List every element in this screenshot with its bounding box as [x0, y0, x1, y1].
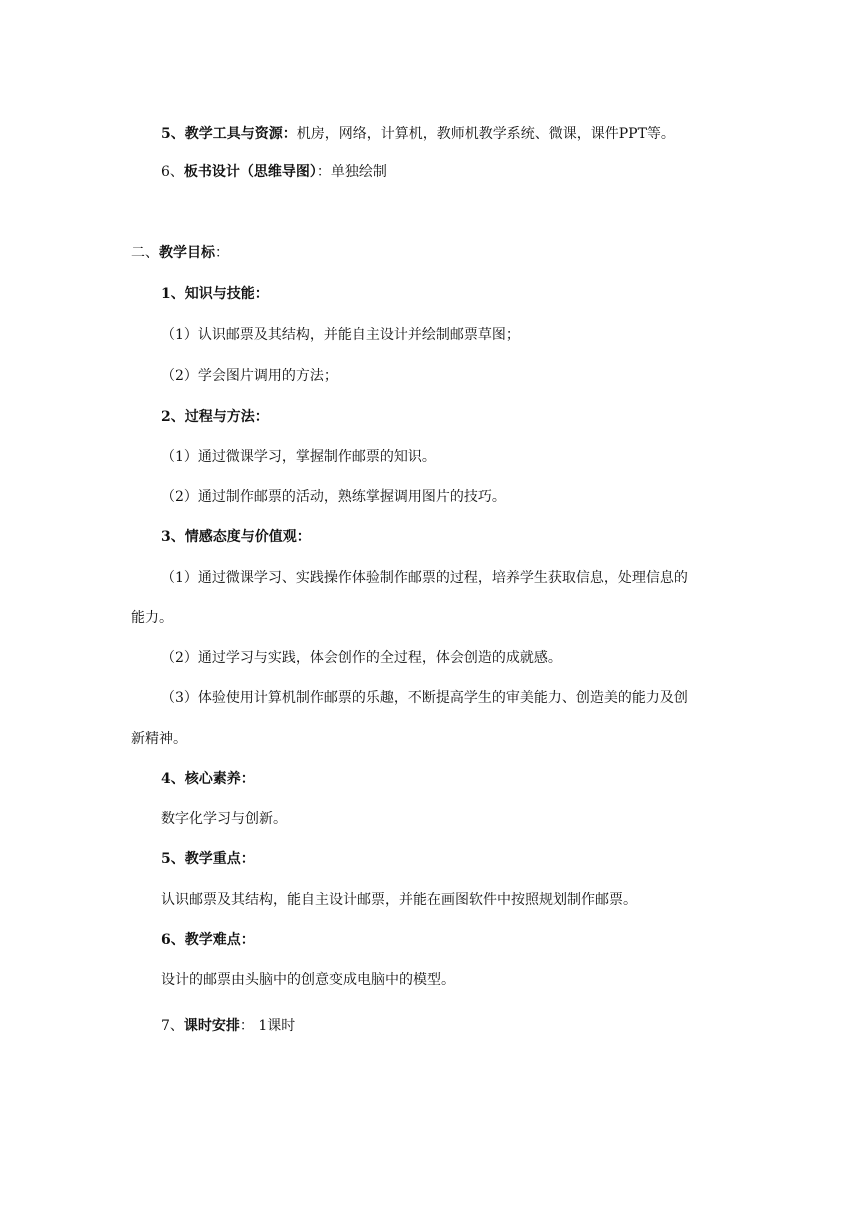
section-title-text: 教学目标 — [159, 245, 215, 261]
difficult-heading: 6、教学难点： — [161, 932, 255, 948]
knowledge-item-2: （2）学会图片调用的方法； — [161, 368, 338, 384]
board-design-label: 板书设计（思维导图） — [183, 164, 317, 180]
process-item-2: （2）通过制作邮票的活动，熟练掌握调用图片的技巧。 — [161, 489, 506, 505]
board-design-text: 单独绘制 — [330, 164, 387, 180]
schedule-label: 课时安排 — [183, 1018, 240, 1034]
resources-text: 机房，网络，计算机，教师机教学系统、微课，课件PPT等。 — [296, 126, 675, 142]
resources-line — [161, 124, 675, 144]
difficult-text: 设计的邮票由头脑中的创意变成电脑中的模型。 — [161, 972, 455, 988]
emotion-item-2: （2）通过学习与实践，体会创作的全过程，体会创造的成就感。 — [161, 650, 562, 666]
knowledge-heading: 1、知识与技能： — [161, 286, 269, 302]
schedule-text: 1课时 — [253, 1018, 296, 1034]
knowledge-item-1: （1）认识邮票及其结构，并能自主设计并绘制邮票草图； — [161, 327, 520, 343]
key-text: 认识邮票及其结构，能自主设计邮票，并能在画图软件中按照规划制作邮票。 — [161, 892, 637, 908]
emotion-item-1-line-2: 能力。 — [131, 610, 173, 626]
schedule-line — [161, 1016, 295, 1036]
core-heading: 4、核心素养： — [161, 771, 255, 787]
board-design-line — [161, 162, 387, 182]
process-item-1: （1）通过微课学习，掌握制作邮票的知识。 — [161, 449, 436, 465]
board-design-num: 6、 — [161, 164, 184, 180]
board-design-colon: ： — [316, 164, 331, 180]
schedule-colon: ： — [239, 1018, 254, 1034]
emotion-item-3-line-2: 新精神。 — [131, 731, 187, 747]
process-heading: 2、过程与方法： — [161, 409, 269, 425]
emotion-item-1-line-1: （1）通过微课学习、实践操作体验制作邮票的过程，培养学生获取信息，处理信息的 — [161, 570, 688, 586]
emotion-item-3-line-1: （3）体验使用计算机制作邮票的乐趣，不断提高学生的审美能力、创造美的能力及创 — [161, 690, 688, 706]
core-text: 数字化学习与创新。 — [161, 811, 287, 827]
resources-label: 5、教学工具与资源： — [161, 126, 297, 142]
section-colon: ： — [215, 245, 229, 261]
emotion-heading: 3、情感态度与价值观： — [161, 529, 311, 545]
section-num: 二、 — [131, 245, 159, 261]
key-heading: 5、教学重点： — [161, 851, 255, 867]
schedule-num: 7、 — [161, 1018, 184, 1034]
section-title — [131, 243, 229, 263]
